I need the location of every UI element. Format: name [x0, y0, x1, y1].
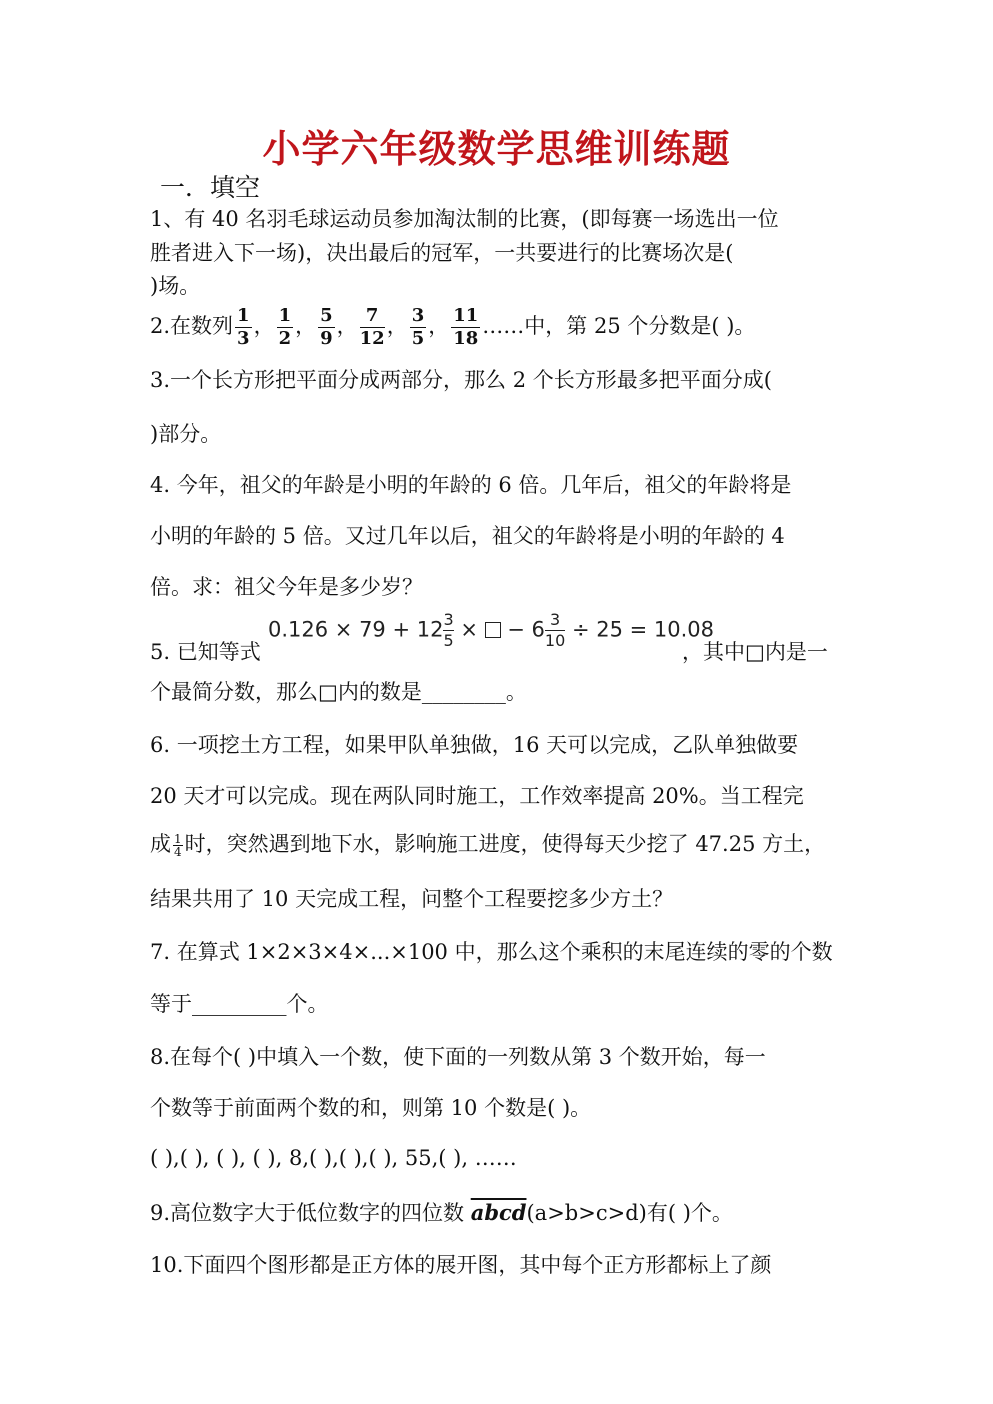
q9-line: 9.高位数字大于低位数字的四位数 abcd(a>b>c>d)有( )个。 [150, 1200, 733, 1225]
q10-line1: 10.下面四个图形都是正方体的展开图，其中每个正方形都标上了颜 [150, 1253, 772, 1277]
q3-line1: 3.一个长方形把平面分成两部分，那么 2 个长方形最多把平面分成( [150, 368, 772, 392]
q4-line1: 4. 今年，祖父的年龄是小明的年龄的 6 倍。几年后，祖父的年龄将是 [150, 473, 792, 497]
q6-line3: 成 $\frac{1}{4}$ 时，突然遇到地下水，影响施工进度，使得每天少挖了 47.25 方土， [150, 832, 826, 859]
eq-part-a: 0.126 × 79 + 12 [268, 617, 444, 642]
q2-fraction: $\frac{1}{2}$ [278, 305, 292, 349]
q7-line1: 7. 在算式 1×2×3×4×...×100 中，那么这个乘积的末尾连续的零的个数 [150, 940, 833, 964]
q2-fraction: $\frac{11}{18}$ [453, 305, 479, 349]
q2-fraction: $\frac{1}{3}$ [237, 305, 250, 349]
q2-fraction-sequence [233, 305, 482, 349]
q5-prefix: 5. 已知等式 [150, 640, 261, 664]
page-title: 小学六年级数学思维训练题 [262, 127, 731, 171]
eq-fraction-2: $\frac{3}{10}$ [544, 610, 566, 650]
q2-separator: ， [253, 314, 275, 338]
q7-line2: 等于_________个。 [150, 992, 329, 1016]
q1-line3: )场。 [150, 274, 201, 298]
eq-part-d: ÷ 25 = 10.08 [565, 617, 715, 642]
q4-line2: 小明的年龄的 5 倍。又过几年以后，祖父的年龄将是小明的年龄的 4 [150, 524, 785, 548]
q5-equation [268, 610, 715, 664]
q2-fraction: $\frac{5}{9}$ [320, 305, 333, 349]
q3-line2: )部分。 [150, 422, 222, 446]
q2-suffix: ……中，第 25 个分数是( )。 [482, 314, 756, 338]
q4-line3: 倍。求：祖父今年是多少岁？ [150, 575, 423, 599]
section-heading: 一．填空 [160, 173, 261, 202]
q5-suffix: ，其中□内是一 [682, 640, 828, 664]
q2-separator: ， [336, 314, 358, 338]
q2-line [150, 303, 850, 349]
q6-line4: 结果共用了 10 天完成工程，问整个工程要挖多少方土？ [150, 887, 674, 911]
q2-separator: ， [386, 314, 408, 338]
q5-line2: 个最简分数，那么□内的数是________。 [150, 680, 527, 704]
eq-part-c: − 6 [500, 617, 545, 642]
q8-line1: 8.在每个( )中填入一个数，使下面的一列数从第 3 个数开始，每一 [150, 1045, 766, 1069]
blank-box-icon [485, 622, 501, 638]
q1-line2: 胜者进入下一场)，决出最后的冠军，一共要进行的比赛场次是( [150, 241, 734, 265]
q8-line3: ( ),( ), ( ), ( ), 8,( ),( ),( ), 55,( ), …… [150, 1146, 517, 1170]
q1-line1: 1、有 40 名羽毛球运动员参加淘汰制的比赛，(即每赛一场选出一位 [150, 207, 779, 231]
q2-separator: ， [295, 314, 317, 338]
q8-line2: 个数等于前面两个数的和，则第 10 个数是( )。 [150, 1096, 592, 1120]
q9-overline-number: abcd [470, 1200, 527, 1225]
q6-line1: 6. 一项挖土方工程，如果甲队单独做，16 天可以完成，乙队单独做要 [150, 733, 799, 757]
q2-separator: ， [428, 314, 450, 338]
eq-part-b: × [453, 617, 485, 642]
eq-fraction-1: $\frac{3}{5}$ [443, 610, 454, 650]
q2-fraction: $\frac{3}{5}$ [411, 305, 425, 349]
q6-fraction: $\frac{1}{4}$ [174, 832, 182, 859]
q2-fraction: $\frac{7}{12}$ [359, 305, 385, 349]
q2-prefix: 2.在数列 [150, 314, 234, 338]
q6-line2: 20 天才可以完成。现在两队同时施工，工作效率提高 20%。当工程完 [150, 784, 804, 808]
